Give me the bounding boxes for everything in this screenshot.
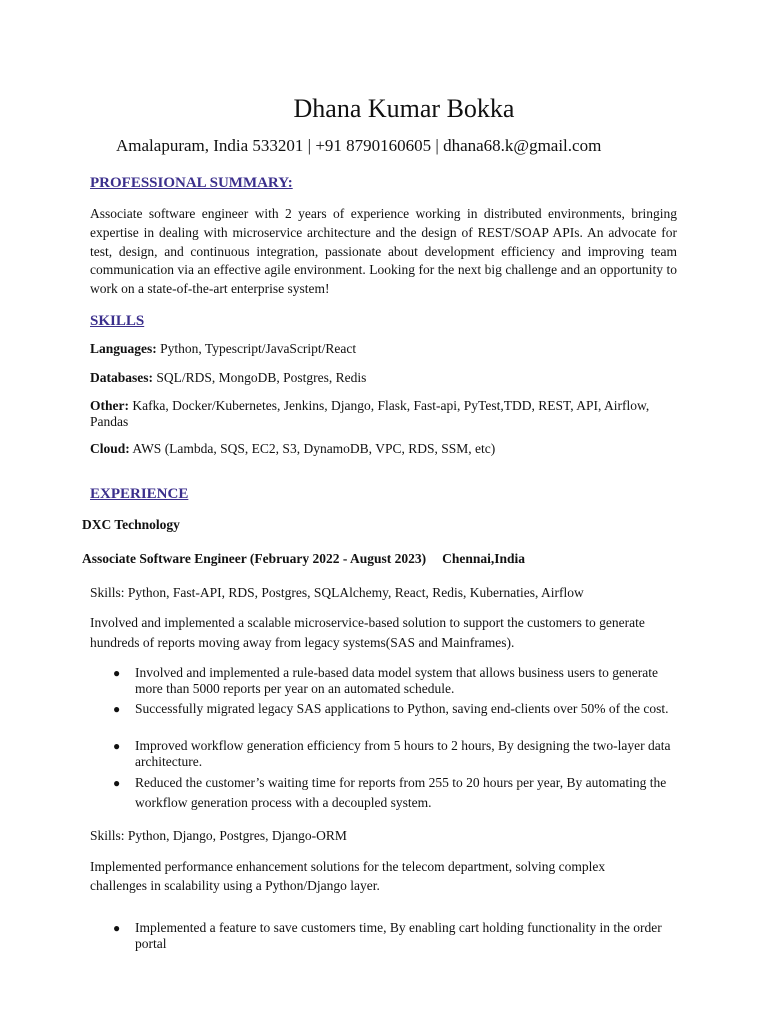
list-item (113, 665, 673, 697)
project-description: Implemented performance enhancement solutions for the telecom department, solving complex challenges in scalability using a Python/Django layer. (90, 859, 606, 893)
bullet-icon: ● (113, 702, 121, 716)
skill-label: Languages: (90, 341, 157, 356)
bullet-text: Reduced the customer’s waiting time for reports from 255 to 20 hours per year, By automating the workflow generation process with a decoupled system. (135, 775, 667, 810)
summary-heading: PROFESSIONAL SUMMARY: (90, 175, 293, 191)
bullet-text: Involved and implemented a rule-based data model system that allows business users to generate more than 5000 reports per year on an automated schedule. (135, 665, 658, 696)
bullet-icon: ● (113, 921, 121, 935)
skill-languages (90, 341, 356, 357)
skill-value: Python, Typescript/JavaScript/React (156, 341, 357, 356)
company-name: DXC Technology (82, 517, 180, 532)
skill-label: Other: (90, 398, 129, 413)
resume-name: Dhana Kumar Bokka (293, 94, 515, 123)
summary-text: Associate software engineer with 2 years of experience working in distributed environments, bringing expertise in dealing with microservice architecture and the design of REST/SOAP APIs. An advocate for test, design, and continuous integration, passionate about development efficiency and improving team communication via an effective agile environment. Looking for the next big challenge and an opportunity to work on a state-of-the-art enterprise system! (90, 206, 677, 297)
skill-value: Kafka, Docker/Kubernetes, Jenkins, Django, Flask, Fast-api, PyTest,TDD, REST, API, Airflow, Pandas (90, 398, 650, 429)
role-text: Associate Software Engineer (February 2022 - August 2023) (82, 551, 427, 566)
role-title (82, 551, 525, 567)
project-description: Involved and implemented a scalable microservice-based solution to support the customers to generate hundreds of reports moving away from legacy systems(SAS and Mainframes). (90, 615, 645, 650)
skill-databases (90, 370, 366, 386)
list-item (113, 773, 673, 813)
bullet-text: Improved workflow generation efficiency from 5 hours to 2 hours, By designing the two-layer data architecture. (135, 738, 671, 769)
skill-other (90, 398, 680, 430)
skill-cloud (90, 441, 495, 457)
skill-label: Cloud: (90, 441, 130, 456)
skills-heading: SKILLS (90, 313, 145, 329)
project-skills: Skills: Python, Django, Postgres, Django-ORM (90, 828, 347, 843)
bullet-icon: ● (113, 776, 121, 790)
skill-value: SQL/RDS, MongoDB, Postgres, Redis (153, 370, 367, 385)
skill-value: AWS (Lambda, SQS, EC2, S3, DynamoDB, VPC, RDS, SSM, etc) (129, 441, 496, 456)
skill-label: Databases: (90, 370, 153, 385)
list-item (113, 699, 673, 719)
project-skills: Skills: Python, Fast-API, RDS, Postgres, SQLAlchemy, React, Redis, Kubernaties, Airflow (90, 585, 584, 600)
contact-line: Amalapuram, India 533201 | +91 8790160605 | dhana68.k@gmail.com (116, 136, 602, 155)
bullet-icon: ● (113, 666, 121, 680)
experience-heading: EXPERIENCE (90, 486, 189, 502)
bullet-icon: ● (113, 739, 121, 753)
role-location: Chennai,India (442, 551, 526, 566)
list-item (113, 738, 673, 770)
bullet-text: Successfully migrated legacy SAS applications to Python, saving end-clients over 50% of the cost. (135, 701, 669, 716)
bullet-text: Implemented a feature to save customers time, By enabling cart holding functionality in the order portal (135, 920, 662, 951)
list-item (113, 920, 673, 952)
